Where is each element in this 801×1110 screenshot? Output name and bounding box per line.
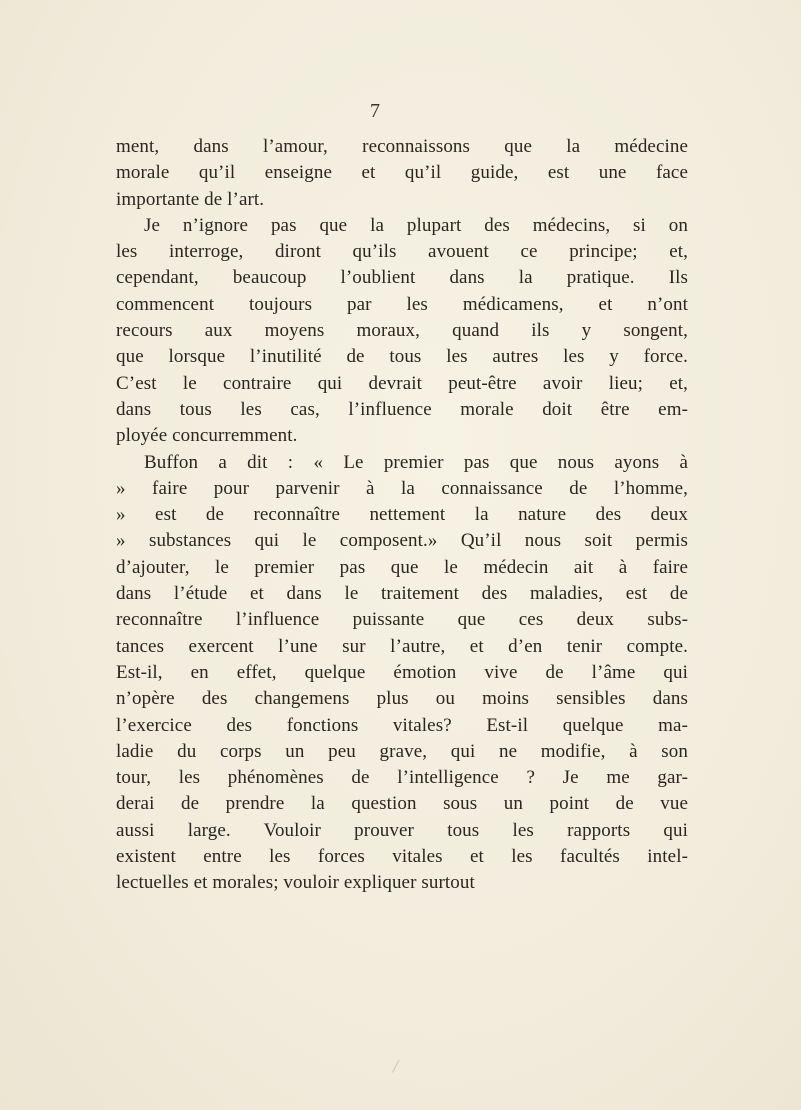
text-line: » faire pour parvenir à la connaissance de l’homme, — [116, 477, 688, 499]
text-line: d’ajouter, le premier pas que le médecin ait à faire — [116, 556, 688, 578]
text-line: tour, les phénomènes de l’intelligence ? Je me gar- — [116, 767, 688, 789]
text-line: l’exercice des fonctions vitales? Est-il quelque ma- — [116, 714, 688, 736]
text-line: ment, dans l’amour, reconnaissons que la médecine — [116, 136, 688, 157]
text-line: ladie du corps un peu grave, qui ne modifie, à son — [116, 740, 688, 762]
text-line: C’est le contraire qui devrait peut-être avoir lieu; et, — [116, 372, 688, 394]
text-line: n’opère des changemens plus ou moins sensibles dans — [116, 688, 688, 710]
text-line: Je n’ignore pas que la plupart des médecins, si on — [144, 214, 688, 236]
text-line: derai de prendre la question sous un point de vue — [116, 793, 688, 815]
text-line: commencent toujours par les médicamens, et n’ont — [116, 293, 688, 315]
text-line: tances exercent l’une sur l’autre, et d’en tenir compte. — [116, 635, 688, 657]
text-line: les interroge, diront qu’ils avouent ce principe; et, — [116, 241, 688, 263]
text-line: que lorsque l’inutilité de tous les autres les y force. — [116, 346, 688, 368]
text-line: Est-il, en effet, quelque émotion vive de l’âme qui — [116, 661, 688, 683]
page-number: 7 — [370, 100, 380, 122]
text-line: dans tous les cas, l’influence morale doit être em- — [116, 398, 688, 420]
text-line: importante de l’art. — [116, 188, 265, 210]
body-text — [116, 134, 688, 897]
text-line: aussi large. Vouloir prouver tous les rapports qui — [116, 819, 688, 841]
paper-mark — [392, 1060, 402, 1074]
text-line: Buffon a dit : « Le premier pas que nous ayons à — [144, 451, 688, 473]
text-line: morale qu’il enseigne et qu’il guide, est une face — [116, 162, 688, 184]
text-line: » est de reconnaître nettement la nature des deux — [116, 504, 688, 526]
text-line: recours aux moyens moraux, quand ils y songent, — [116, 320, 688, 342]
text-line: » substances qui le composent.» Qu’il nous soit permis — [116, 530, 688, 552]
text-line: ployée concurremment. — [116, 425, 298, 447]
text-line: cependant, beaucoup l’oublient dans la pratique. Ils — [116, 267, 688, 289]
text-line: dans l’étude et dans le traitement des maladies, est de — [116, 583, 688, 605]
text-line: reconnaître l’influence puissante que ces deux subs- — [116, 609, 688, 631]
text-line: existent entre les forces vitales et les facultés intel- — [116, 846, 688, 868]
text-line: lectuelles et morales; vouloir expliquer surtout — [116, 872, 475, 894]
